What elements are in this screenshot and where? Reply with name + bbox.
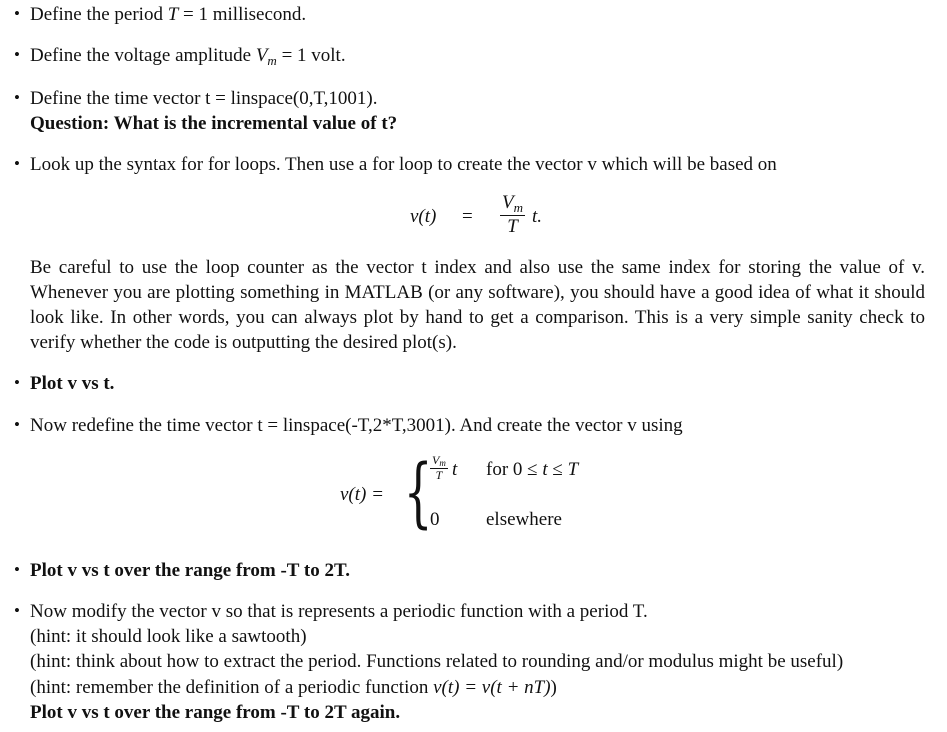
bullet-dot: •	[14, 4, 20, 23]
equation-tail: t.	[532, 206, 543, 227]
case1-tail: t	[452, 459, 458, 480]
hint-definition-prefix: (hint: remember the definition of a periodic function	[30, 677, 434, 698]
define-amplitude-prefix: Define the voltage amplitude	[30, 45, 256, 66]
periodic-definition-math: v(t) = v(t + nT)	[433, 677, 551, 698]
amplitude-subscript: m	[267, 53, 277, 68]
define-amplitude-suffix: = 1 volt.	[276, 45, 346, 66]
numerator-variable: V	[502, 192, 514, 213]
piecewise-brace: {	[403, 447, 433, 536]
equation-piecewise	[330, 447, 650, 542]
equation-lhs: v(t)	[410, 206, 437, 227]
for-loop-intro: Look up the syntax for for loops. Then use a for loop to create the vector v which will be based on	[30, 154, 777, 175]
periodic-modify-text: Now modify the vector v so that is represents a periodic function with a period T.	[30, 601, 648, 622]
fraction-numerator	[500, 192, 525, 216]
case2-value: 0	[430, 509, 440, 530]
question-incremental-value: Question: What is the incremental value of t?	[30, 113, 398, 134]
case1-condition-T: T	[567, 459, 579, 480]
case1-numerator	[430, 454, 448, 469]
numerator-subscript: m	[513, 200, 523, 215]
hint-extract-period: (hint: think about how to extract the period. Functions related to rounding and/or modulus might be useful)	[30, 651, 844, 672]
define-period-suffix: = 1 millisecond.	[178, 4, 307, 25]
amplitude-variable: V	[255, 45, 268, 66]
define-time-vector-text: Define the time vector t = linspace(0,T,1001).	[30, 88, 378, 109]
case2-condition: elsewhere	[486, 509, 562, 530]
loop-counter-paragraph: Be careful to use the loop counter as the vector t index and also use the same index for storing the value of v. Whenever you are plotting something in MATLAB (or any software), you should have a good idea of what it should look like. In other words, you can always plot by hand to get a comparison. This is a very simple sanity check to verify whether the code is outputting the desired plot(s).	[30, 257, 925, 353]
case1-numerator-subscript: m	[439, 458, 446, 468]
equation-equals: =	[462, 206, 473, 227]
case1-fraction	[430, 454, 448, 481]
case1-numerator-variable: V	[432, 453, 440, 467]
hint-definition-suffix: )	[550, 677, 557, 698]
define-period-text	[30, 4, 306, 26]
period-variable: T	[167, 4, 179, 25]
bullet-dot: •	[14, 373, 20, 392]
case1-denominator: T	[435, 468, 443, 482]
plot-range-text: Plot v vs t over the range from -T to 2T.	[30, 560, 350, 581]
bullet-dot: •	[14, 88, 20, 107]
piecewise-lhs: v(t) =	[340, 484, 384, 505]
hint-periodic-definition	[30, 677, 557, 699]
bullet-dot: •	[14, 415, 20, 434]
hint-sawtooth: (hint: it should look like a sawtooth)	[30, 626, 307, 647]
plot-v-vs-t-text: Plot v vs t.	[30, 373, 115, 394]
redefine-time-vector-text: Now redefine the time vector t = linspace(-T,2*T,3001). And create the vector v using	[30, 415, 683, 436]
define-amplitude-text	[30, 45, 346, 68]
case1-condition-mid: ≤	[547, 459, 568, 480]
bullet-dot: •	[14, 601, 20, 620]
bullet-dot: •	[14, 154, 20, 173]
case1-condition-t: t	[542, 459, 548, 480]
case1-condition-prefix: for 0 ≤	[486, 459, 543, 480]
equation-fraction	[500, 192, 525, 238]
case1-condition	[486, 459, 578, 481]
plot-range-again-text: Plot v vs t over the range from -T to 2T again.	[30, 702, 401, 723]
bullet-dot: •	[14, 45, 20, 64]
bullet-dot: •	[14, 560, 20, 579]
define-period-prefix: Define the period	[30, 4, 168, 25]
fraction-denominator: T	[507, 216, 518, 237]
